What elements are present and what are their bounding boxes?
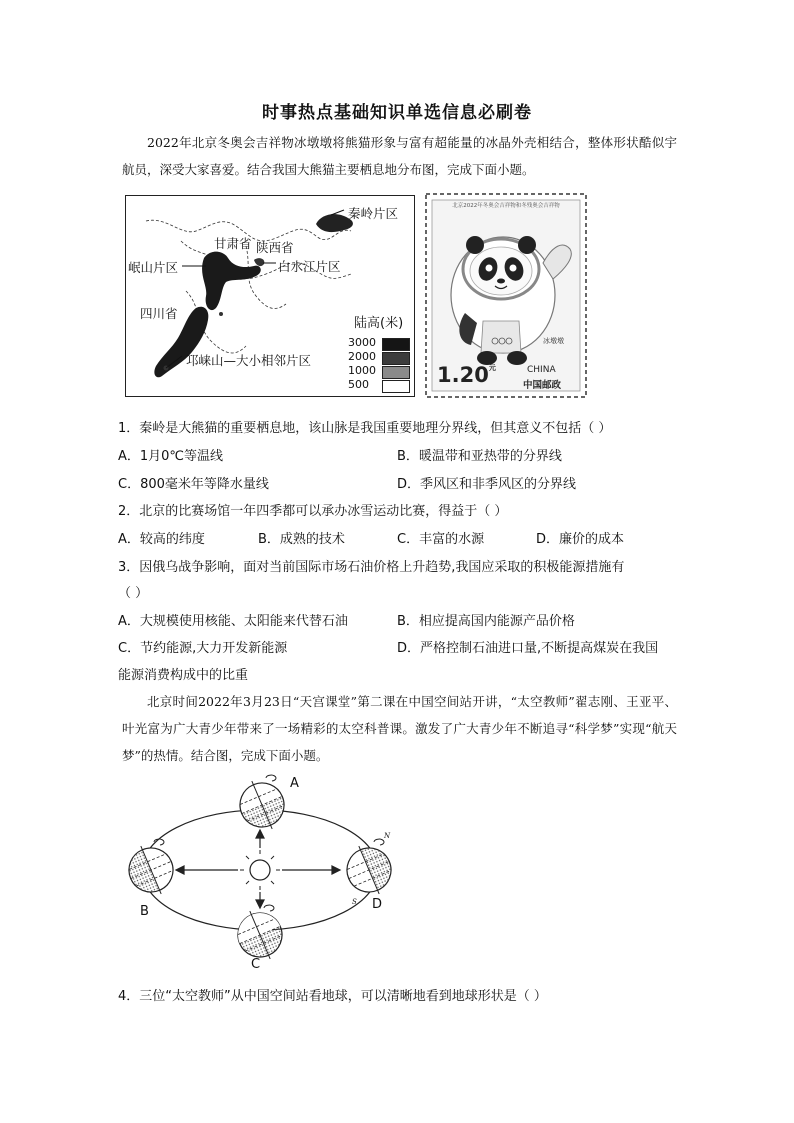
orbit-label-a: A	[290, 776, 299, 791]
label-qionglai: 邛崃山—大小相邻片区	[186, 353, 312, 368]
stamp-value	[437, 363, 496, 387]
stamp-value-number: 1.20	[437, 363, 489, 387]
orbit-label-d: D	[372, 897, 383, 912]
q2-option-b[interactable]: B．成熟的技术	[258, 532, 345, 547]
legend-swatch-500	[382, 380, 410, 393]
q4-stem: 4．三位“太空教师”从中国空间站看地球，可以清晰地看到地球形状是（ ）	[118, 989, 547, 1004]
intro-paragraph-1: 2022年北京冬奥会吉祥物冰墩墩将熊猫形象与富有超能量的冰晶外壳相结合，整体形状酷似宇航员，深受大家喜爱。结合我国大熊猫主要栖息地分布图，完成下面小题。	[122, 135, 677, 177]
label-minshan: 岷山片区	[128, 260, 179, 275]
panda-habitat-map	[125, 195, 415, 397]
label-qinling: 秦岭片区	[348, 206, 399, 221]
legend-title: 陆高(米)	[354, 316, 404, 331]
stamp-value-unit: 元	[488, 364, 496, 372]
stamp-country: CHINA	[527, 365, 556, 375]
legend-label-500: 500	[348, 378, 369, 391]
q3-option-b[interactable]: B．相应提高国内能源产品价格	[397, 614, 575, 629]
q1-stem: 1．秦岭是大熊猫的重要栖息地，该山脉是我国重要地理分界线，但其意义不包括（ ）	[118, 421, 612, 436]
q2-option-a[interactable]: A．较高的纬度	[118, 532, 205, 547]
q1-option-b[interactable]: B．暖温带和亚热带的分界线	[397, 449, 562, 464]
intro-paragraph-2: 北京时间2022年3月23日“天宫课堂”第二课在中国空间站开讲，“太空教师”翟志刚、王亚平、叶光富为广大青少年带来了一场精彩的太空科普课。激发了广大青少年不断追寻“科学梦”实现“航天梦”的热情。结合图，完成下面小题。	[122, 694, 677, 763]
orbit-label-c: C	[251, 957, 261, 972]
q1-option-d[interactable]: D．季风区和非季风区的分界线	[397, 477, 577, 492]
stamp-post: 中国邮政	[523, 380, 562, 391]
q1-option-c[interactable]: C．800毫米年等降水量线	[118, 477, 269, 492]
label-baishuijiang: 白水江片区	[278, 259, 341, 274]
legend-label-3000: 3000	[348, 336, 376, 349]
legend-swatch-1000	[382, 366, 410, 379]
label-shaanxi: 陕西省	[256, 240, 294, 255]
stamp-header: 北京2022年冬奥会吉祥物和冬残奥会吉祥物	[452, 203, 560, 209]
orbit-label-b: B	[140, 904, 149, 919]
q3-option-c[interactable]: C．节约能源,大力开发新能源	[118, 641, 288, 656]
q3-option-d-continued: 能源消费构成中的比重	[118, 668, 249, 683]
q2-option-d[interactable]: D．廉价的成本	[536, 532, 625, 547]
legend-label-2000: 2000	[348, 350, 376, 363]
q2-option-c[interactable]: C．丰富的水源	[397, 532, 485, 547]
orbit-label-south: S	[352, 898, 357, 906]
orbit-graphic	[124, 772, 404, 972]
q3-stem-bracket: （ ）	[118, 586, 149, 601]
legend-swatch-2000	[382, 352, 410, 365]
orbit-label-north: N	[384, 832, 391, 840]
label-gansu: 甘肃省	[214, 236, 252, 251]
label-sichuan: 四川省	[140, 306, 178, 321]
legend-swatch-3000	[382, 338, 410, 351]
q1-option-a[interactable]: A．1月0℃等温线	[118, 449, 224, 464]
q3-option-a[interactable]: A．大规模使用核能、太阳能来代替石油	[118, 614, 348, 629]
q3-option-d[interactable]: D．严格控制石油进口量,不断提高煤炭在我国	[397, 641, 659, 656]
bing-dwen-dwen-stamp	[425, 193, 587, 398]
legend-label-1000: 1000	[348, 364, 376, 377]
stamp-mascot-name: 冰墩墩	[543, 337, 564, 345]
q3-stem: 3．因俄乌战争影响，面对当前国际市场石油价格上升趋势,我国应采取的积极能源措施有	[118, 560, 625, 575]
page-title: 时事热点基础知识单选信息必刷卷	[262, 103, 532, 123]
q2-stem: 2．北京的比赛场馆一年四季都可以承办冰雪运动比赛，得益于（ ）	[118, 504, 508, 519]
earth-orbit-diagram	[124, 772, 404, 972]
